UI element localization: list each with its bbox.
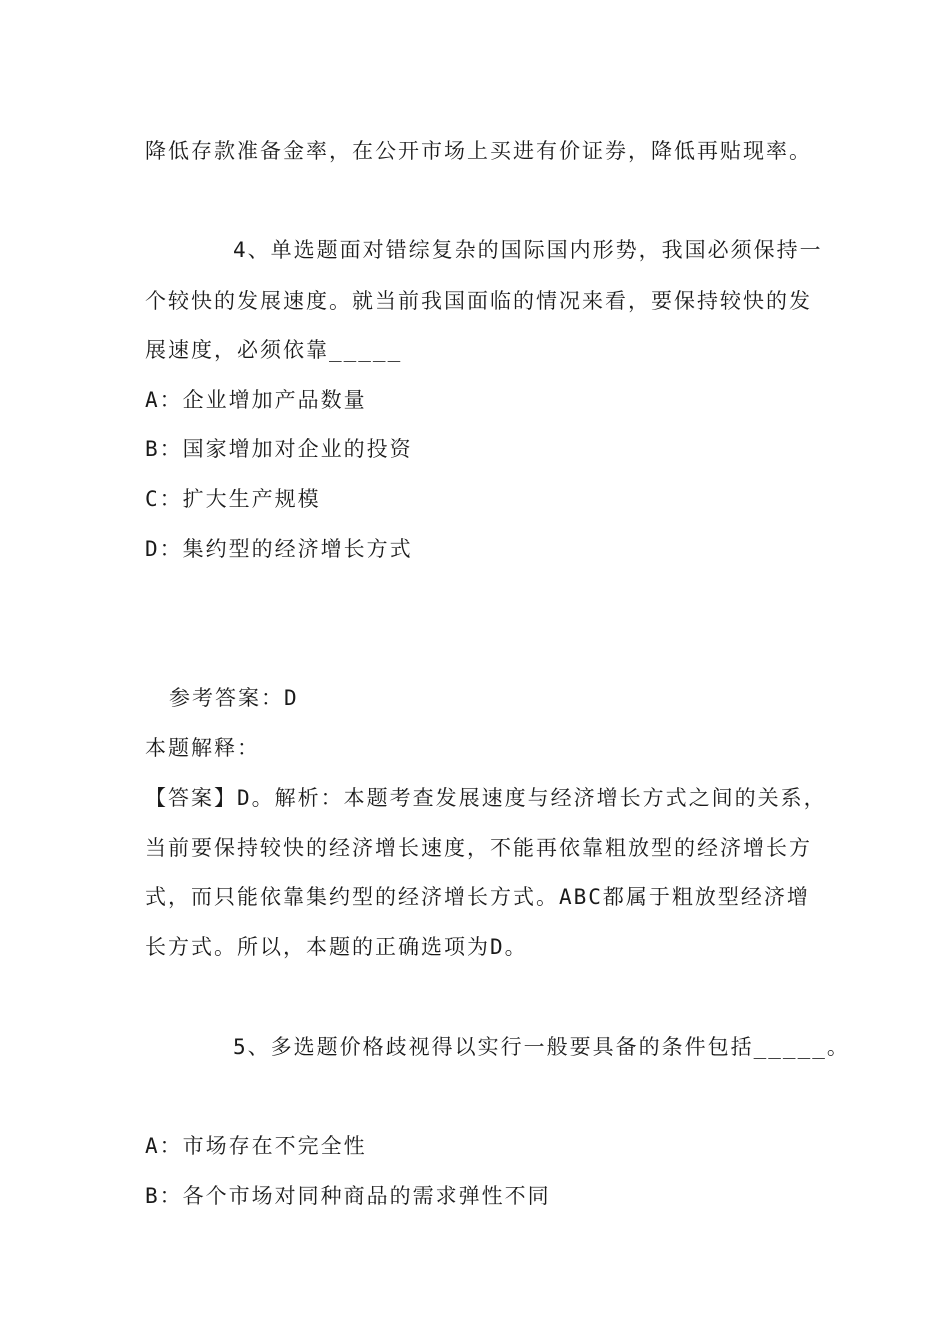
question-4-explanation-line-1: 【答案】D。解析：本题考查发展速度与经济增长方式之间的关系， <box>145 786 827 810</box>
question-4-reference-answer: 参考答案：D <box>169 686 299 710</box>
question-4-stem-line-2: 个较快的发展速度。就当前我国面临的情况来看，要保持较快的发 <box>145 289 812 313</box>
previous-question-tail: 降低存款准备金率，在公开市场上买进有价证券，降低再贴现率。 <box>145 139 812 163</box>
question-4-explanation-line-3: 式，而只能依靠集约型的经济增长方式。ABC都属于粗放型经济增 <box>145 885 810 909</box>
question-4-option-d: D：集约型的经济增长方式 <box>145 537 413 561</box>
question-4-option-a: A：企业增加产品数量 <box>145 388 367 412</box>
question-5-option-a: A：市场存在不完全性 <box>145 1134 367 1158</box>
question-4-stem-line-3: 展速度，必须依靠_____ <box>145 338 403 362</box>
question-4-option-b: B：国家增加对企业的投资 <box>145 437 413 461</box>
question-4-explanation-line-4: 长方式。所以，本题的正确选项为D。 <box>145 935 528 959</box>
question-5-stem: 5、多选题价格歧视得以实行一般要具备的条件包括_____。 <box>233 1035 850 1059</box>
question-4-explanation-label: 本题解释： <box>145 736 260 760</box>
question-4-stem-line-1: 4、单选题面对错综复杂的国际国内形势，我国必须保持一 <box>233 238 823 262</box>
question-4-explanation-line-2: 当前要保持较快的经济增长速度，不能再依靠粗放型的经济增长方 <box>145 836 812 860</box>
question-5-option-b: B：各个市场对同种商品的需求弹性不同 <box>145 1184 551 1208</box>
question-4-option-c: C：扩大生产规模 <box>145 487 321 511</box>
